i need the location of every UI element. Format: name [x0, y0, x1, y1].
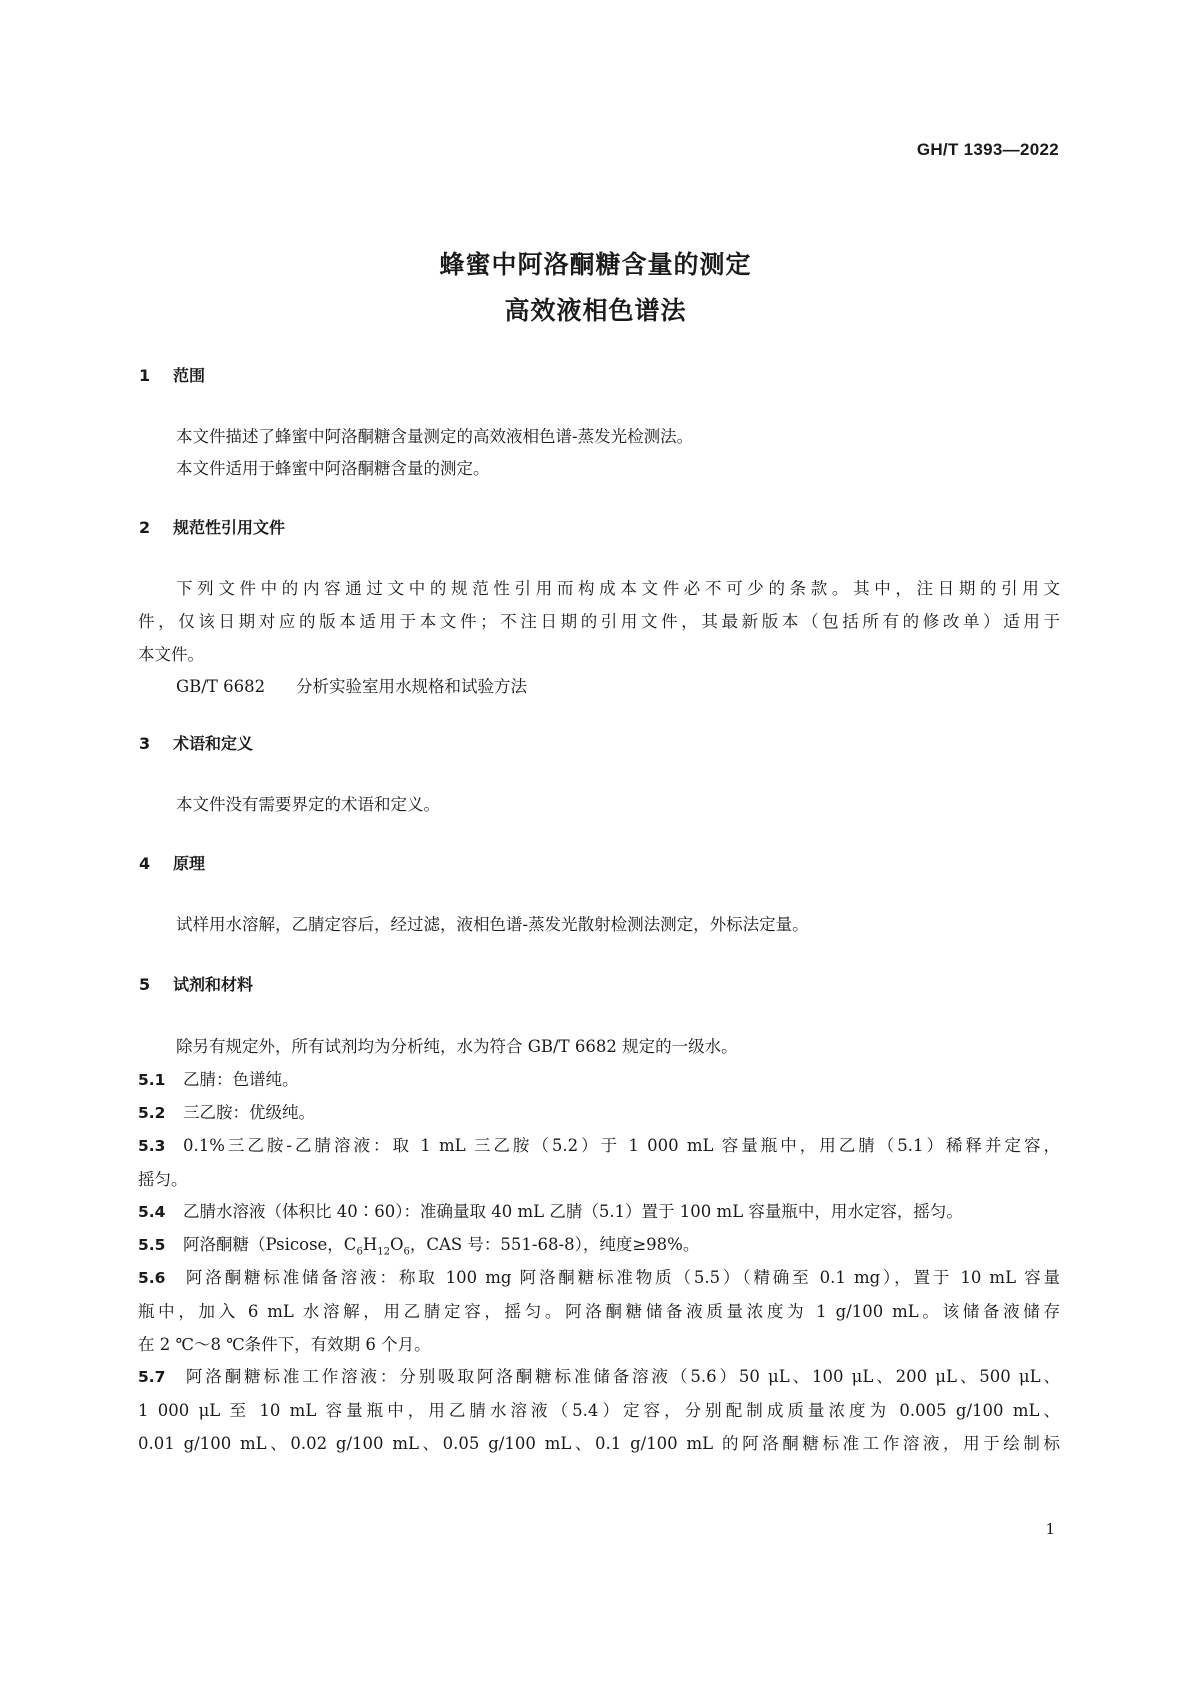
section-title: 范围: [173, 366, 206, 385]
list-item-5-1: [138, 1063, 1060, 1097]
section-2-heading: [139, 518, 285, 538]
paragraph-text: 本文件适用于蜂蜜中阿洛酮糖含量的测定。: [176, 459, 490, 478]
subscript: 12: [377, 1246, 390, 1258]
item-number: 5.2: [138, 1104, 166, 1122]
section-number: 5: [139, 975, 151, 994]
section-1-heading: [139, 366, 205, 386]
item-text-continued: 摇匀。: [138, 1170, 188, 1189]
section-number: 2: [139, 518, 151, 537]
section-number: 3: [139, 734, 151, 753]
text-segment: H: [362, 1235, 378, 1254]
section-title: 术语和定义: [173, 734, 254, 753]
section-3-paragraph-1: [138, 788, 1060, 821]
section-title: 规范性引用文件: [173, 518, 286, 537]
paragraph-line: 件，仅该日期对应的版本适用于本文件；不注日期的引用文件，其最新版本（包括所有的修改单）适用于: [138, 612, 1060, 631]
item-text-continued: 瓶中，加入 6 mL 水溶解，用乙腈定容，摇匀。阿洛酮糖储备液质量浓度为 1 g/100 mL。该储备液储存: [138, 1302, 1060, 1321]
section-title: 试剂和材料: [173, 975, 254, 994]
list-item-5-4: [138, 1195, 1060, 1229]
item-number: 5.3: [138, 1137, 166, 1155]
item-text-continued: 0.01 g/100 mL、0.02 g/100 mL、0.05 g/100 mL、0.1 g/100 mL 的阿洛酮糖标准工作溶液，用于绘制标: [138, 1434, 1060, 1453]
item-number: 5.7: [138, 1368, 166, 1386]
section-title: 原理: [173, 854, 206, 873]
item-text-continued: 1 000 μL 至 10 mL 容量瓶中，用乙腈水溶液（5.4）定容，分别配制成质量浓度为 0.005 g/100 mL、: [138, 1401, 1060, 1420]
list-item-5-3: [138, 1129, 1060, 1196]
item-number: 5.4: [138, 1203, 166, 1221]
list-item-5-2: [138, 1096, 1060, 1130]
item-number: 5.1: [138, 1071, 166, 1089]
title-line-2: 高效液相色谱法: [504, 296, 687, 325]
item-text: [183, 1235, 700, 1258]
item-number: 5.6: [138, 1269, 166, 1287]
item-text: 阿洛酮糖标准储备溶液：称取 100 mg 阿洛酮糖标准物质（5.5）（精确至 0.1 mg），置于 10 mL 容量: [183, 1268, 1060, 1287]
subscript: 6: [403, 1246, 410, 1258]
item-text-continued: 在 2 ℃～8 ℃条件下，有效期 6 个月。: [138, 1335, 431, 1354]
subscript: 6: [356, 1246, 363, 1258]
list-item-5-6: [138, 1261, 1060, 1361]
item-text: 乙腈：色谱纯。: [183, 1070, 299, 1089]
text-segment: 阿洛酮糖（Psicose，C: [183, 1235, 357, 1254]
paragraph-text: 本文件描述了蜂蜜中阿洛酮糖含量测定的高效液相色谱-蒸发光检测法。: [176, 427, 694, 446]
text-segment: O: [389, 1235, 404, 1254]
section-4-heading: [139, 854, 205, 874]
item-text: 乙腈水溶液（体积比 40∶60）：准确量取 40 mL 乙腈（5.1）置于 100 mL 容量瓶中，用水定容，摇匀。: [183, 1202, 963, 1221]
section-5-intro: [138, 1030, 1060, 1063]
section-number: 4: [139, 854, 151, 873]
paragraph-line: 下列文件中的内容通过文中的规范性引用而构成本文件必不可少的条款。其中，注日期的引用文: [176, 579, 1060, 598]
text-segment: ，CAS 号：551-68-8），纯度≥98%。: [409, 1235, 700, 1254]
paragraph-text: 除另有规定外，所有试剂均为分析纯，水为符合 GB/T 6682 规定的一级水。: [176, 1037, 738, 1056]
section-2-paragraph-1: [138, 572, 1060, 671]
section-3-heading: [139, 734, 253, 754]
title-line-1: 蜂蜜中阿洛酮糖含量的测定: [439, 250, 752, 279]
item-text: 0.1%三乙胺-乙腈溶液：取 1 mL 三乙胺（5.2）于 1 000 mL 容量瓶中，用乙腈（5.1）稀释并定容，: [183, 1136, 1060, 1155]
document-title: [0, 242, 1191, 334]
reference-title: 分析实验室用水规格和试验方法: [296, 677, 527, 696]
section-number: 1: [139, 366, 151, 385]
list-item-5-7: [138, 1360, 1060, 1460]
paragraph-line: 本文件。: [138, 645, 204, 664]
page-number: 1: [1045, 1520, 1055, 1538]
section-5-heading: [139, 975, 253, 995]
item-text: 阿洛酮糖标准工作溶液：分别吸取阿洛酮糖标准储备溶液（5.6）50 μL、100 μL、200 μL、500 μL、: [183, 1367, 1060, 1386]
reference-code: GB/T 6682: [176, 677, 266, 696]
section-1-paragraph-1: [138, 420, 1060, 453]
section-4-paragraph-1: [138, 908, 1060, 941]
item-text: 三乙胺：优级纯。: [183, 1103, 315, 1122]
section-1-paragraph-2: [138, 452, 1060, 485]
normative-reference: [176, 670, 527, 703]
paragraph-text: 试样用水溶解，乙腈定容后，经过滤，液相色谱-蒸发光散射检测法测定，外标法定量。: [176, 915, 809, 934]
standard-code: GH/T 1393—2022: [916, 140, 1059, 159]
paragraph-text: 本文件没有需要界定的术语和定义。: [176, 795, 440, 814]
item-number: 5.5: [138, 1236, 166, 1254]
